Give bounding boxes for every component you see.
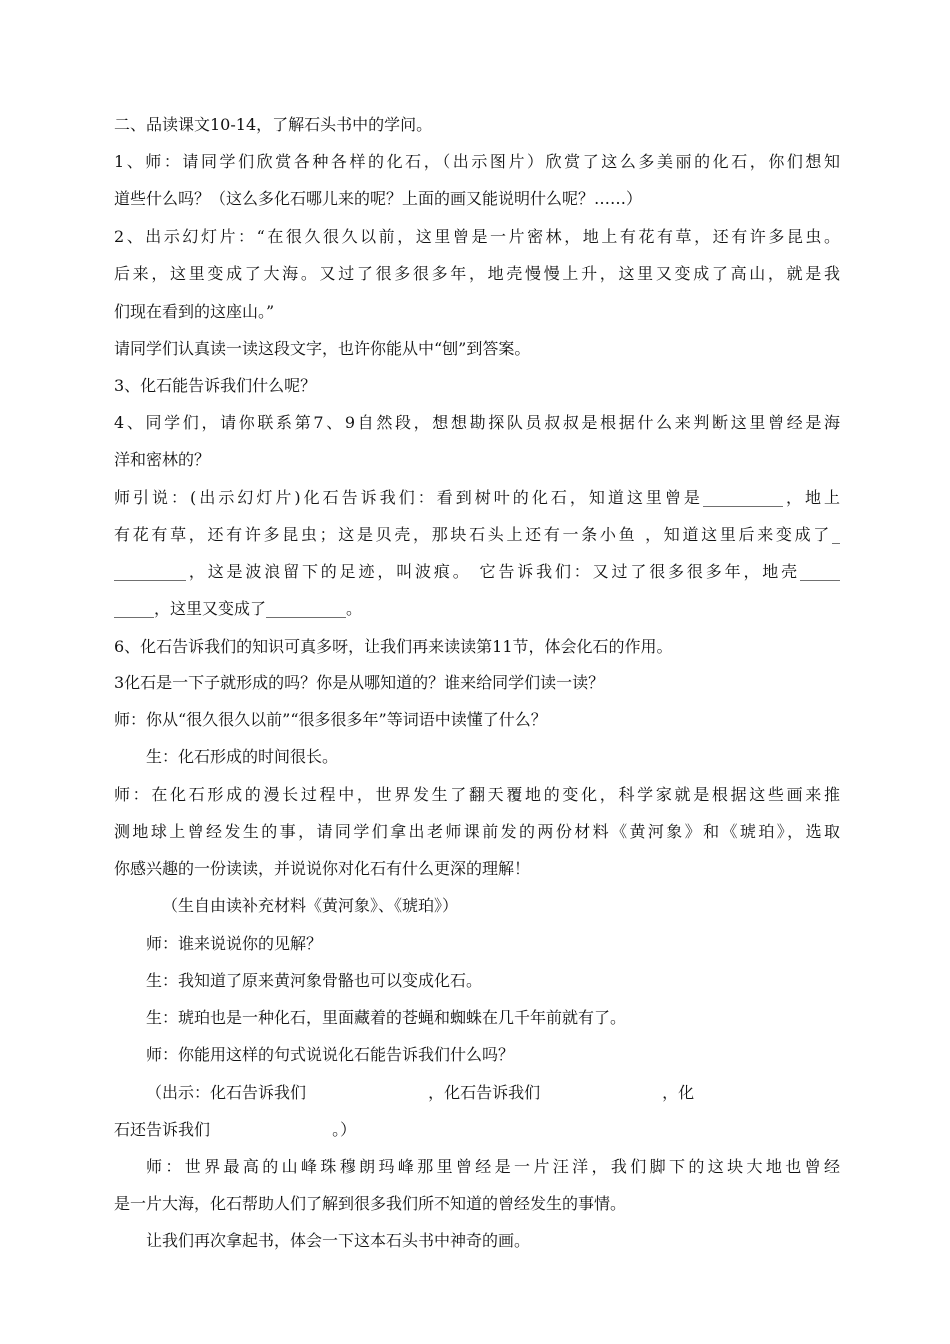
dialogue-line: 师：世界最高的山峰珠穆朗玛峰那里曾经是一片汪洋，我们脚下的这块大地也曾经	[146, 1157, 840, 1176]
sentence-pattern-line: 石还告诉我们 。）	[114, 1120, 357, 1139]
paragraph-line: 3、化石能告诉我们什么呢？	[114, 376, 317, 395]
section-heading: 二、品读课文10-14，了解石头书中的学问。	[114, 115, 433, 134]
dialogue-line: 生：我知道了原来黄河象骨骼也可以变成化石。	[146, 971, 483, 990]
paragraph-line: 道些什么吗？（这么多化石哪儿来的呢？上面的画又能说明什么呢？……）	[114, 189, 643, 208]
paragraph-line: 师：你从“很久很久以前”“很多很多年”等词语中读懂了什么？	[114, 710, 547, 729]
fill-blank-line: 有花有草，还有许多昆虫；这是贝壳，那块石头上还有一条小鱼 ，知道这里后来变成了_	[114, 525, 840, 544]
paragraph-line: 洋和密林的？	[114, 450, 211, 469]
dialogue-line: 师：谁来说说你的见解？	[146, 934, 323, 953]
paragraph-line: 6、化石告诉我们的知识可真多呀，让我们再来读读第11节，体会化石的作用。	[114, 637, 673, 656]
paragraph-line: 让我们再次拿起书，体会一下这本石头书中神奇的画。	[146, 1231, 531, 1250]
paragraph-line: 请同学们认真读一读这段文字，也许你能从中“刨”到答案。	[114, 339, 531, 358]
paragraph-line: 测地球上曾经发生的事，请同学们拿出老师课前发的两份材料《黄河象》和《琥珀》，选取	[114, 822, 840, 841]
paragraph-line: 2、出示幻灯片：“在很久很久以前，这里曾是一片密林，地上有花有草，还有许多昆虫。	[114, 227, 840, 246]
paragraph-line: 3化石是一下子就形成的吗？你是从哪知道的？谁来给同学们读一读？	[114, 673, 605, 692]
dialogue-line: （生自由读补充材料《黄河象》、《琥珀》）	[162, 896, 459, 915]
paragraph-line: 1、师：请同学们欣赏各种各样的化石，（出示图片）欣赏了这么多美丽的化石，你们想知	[114, 152, 840, 171]
paragraph-line: 师：在化石形成的漫长过程中，世界发生了翻天覆地的变化，科学家就是根据这些画来推	[114, 785, 840, 804]
paragraph-line: 你感兴趣的一份读读，并说说你对化石有什么更深的理解！	[114, 859, 531, 878]
paragraph-line: 4、同学们，请你联系第7、9自然段，想想勘探队员叔叔是根据什么来判断这里曾经是海	[114, 413, 840, 432]
dialogue-line: 师：你能用这样的句式说说化石能告诉我们什么吗？	[146, 1045, 515, 1064]
dialogue-line: 生：琥珀也是一种化石，里面藏着的苍蝇和蜘蛛在几千年前就有了。	[146, 1008, 627, 1027]
paragraph-line: 们现在看到的这座山。”	[114, 302, 275, 321]
fill-blank-line: _____，这里又变成了__________。	[114, 599, 363, 618]
dialogue-line: 生：化石形成的时间很长。	[146, 747, 339, 766]
fill-blank-line: _________，这是波浪留下的足迹，叫波痕。 它告诉我们：又过了很多很多年，地壳_____	[114, 562, 840, 581]
paragraph-line: 是一片大海，化石帮助人们了解到很多我们所不知道的曾经发生的事情。	[114, 1194, 627, 1213]
fill-blank-line: 师引说：(出示幻灯片)化石告诉我们：看到树叶的化石，知道这里曾是__________，地上	[114, 488, 840, 507]
paragraph-line: 后来，这里变成了大海。又过了很多很多年，地壳慢慢上升，这里又变成了高山，就是我	[114, 264, 840, 283]
sentence-pattern-line: （出示：化石告诉我们 ，化石告诉我们 ，化	[146, 1083, 695, 1102]
